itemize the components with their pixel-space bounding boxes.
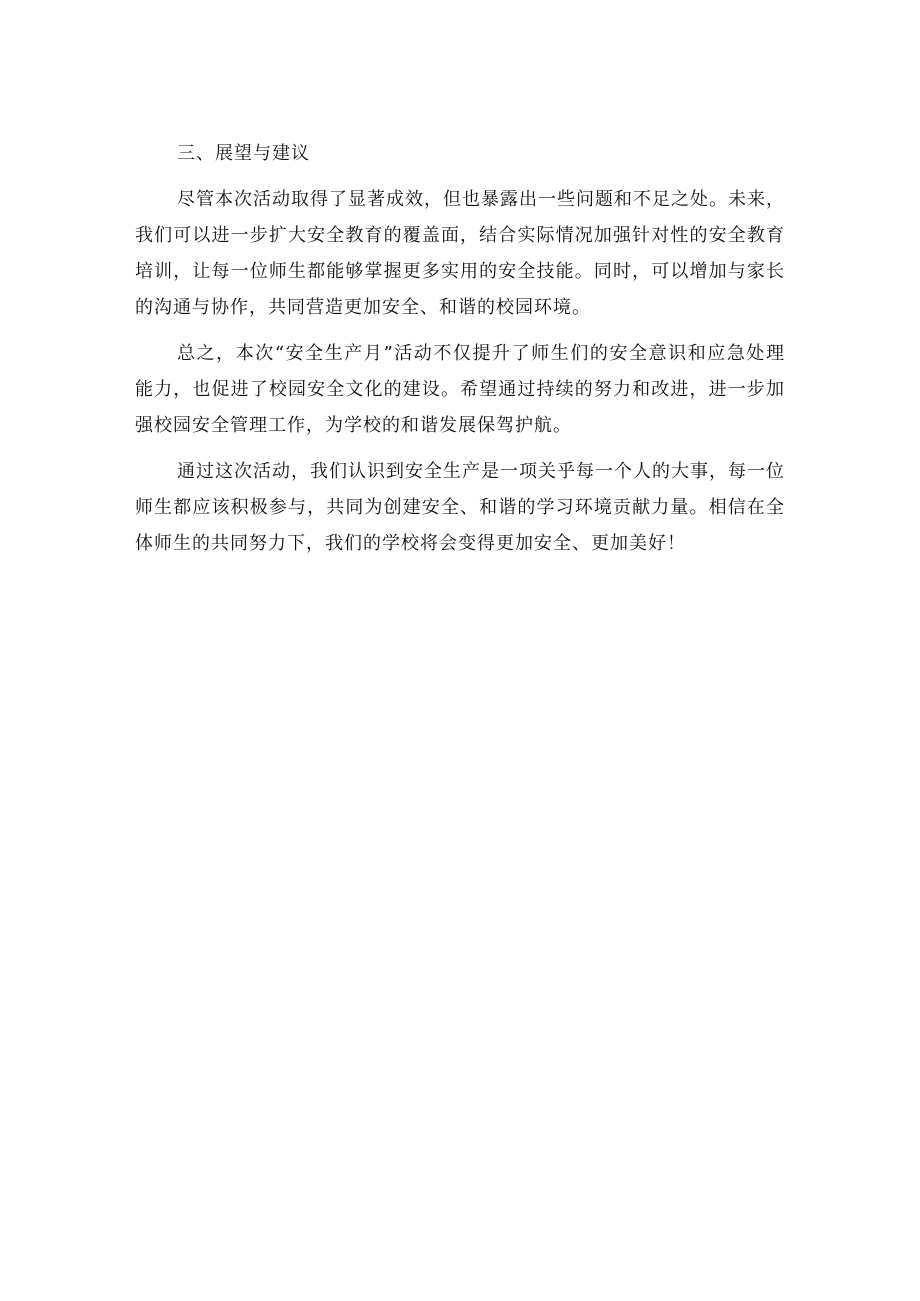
paragraph-summary: 总之，本次“安全生产月”活动不仅提升了师生们的安全意识和应急处理能力，也促进了校园安全文化的建设。希望通过持续的努力和改进，进一步加强校园安全管理工作，为学校的和谐发展保驾护航。 (135, 343, 785, 436)
document-page (135, 136, 785, 572)
paragraph-outlook: 尽管本次活动取得了显著成效，但也暴露出一些问题和不足之处。未来，我们可以进一步扩大安全教育的覆盖面，结合实际情况加强针对性的安全教育培训，让每一位师生都能够掌握更多实用的安全技能。同时，可以增加与家长的沟通与协作，共同营造更加安全、和谐的校园环境。 (135, 189, 785, 318)
paragraph-conclusion: 通过这次活动，我们认识到安全生产是一项关乎每一个人的大事，每一位师生都应该积极参与，共同为创建安全、和谐的学习环境贡献力量。相信在全体师生的共同努力下，我们的学校将会变得更加安全、更加美好！ (135, 461, 785, 554)
section-heading: 三、展望与建议 (177, 143, 310, 164)
